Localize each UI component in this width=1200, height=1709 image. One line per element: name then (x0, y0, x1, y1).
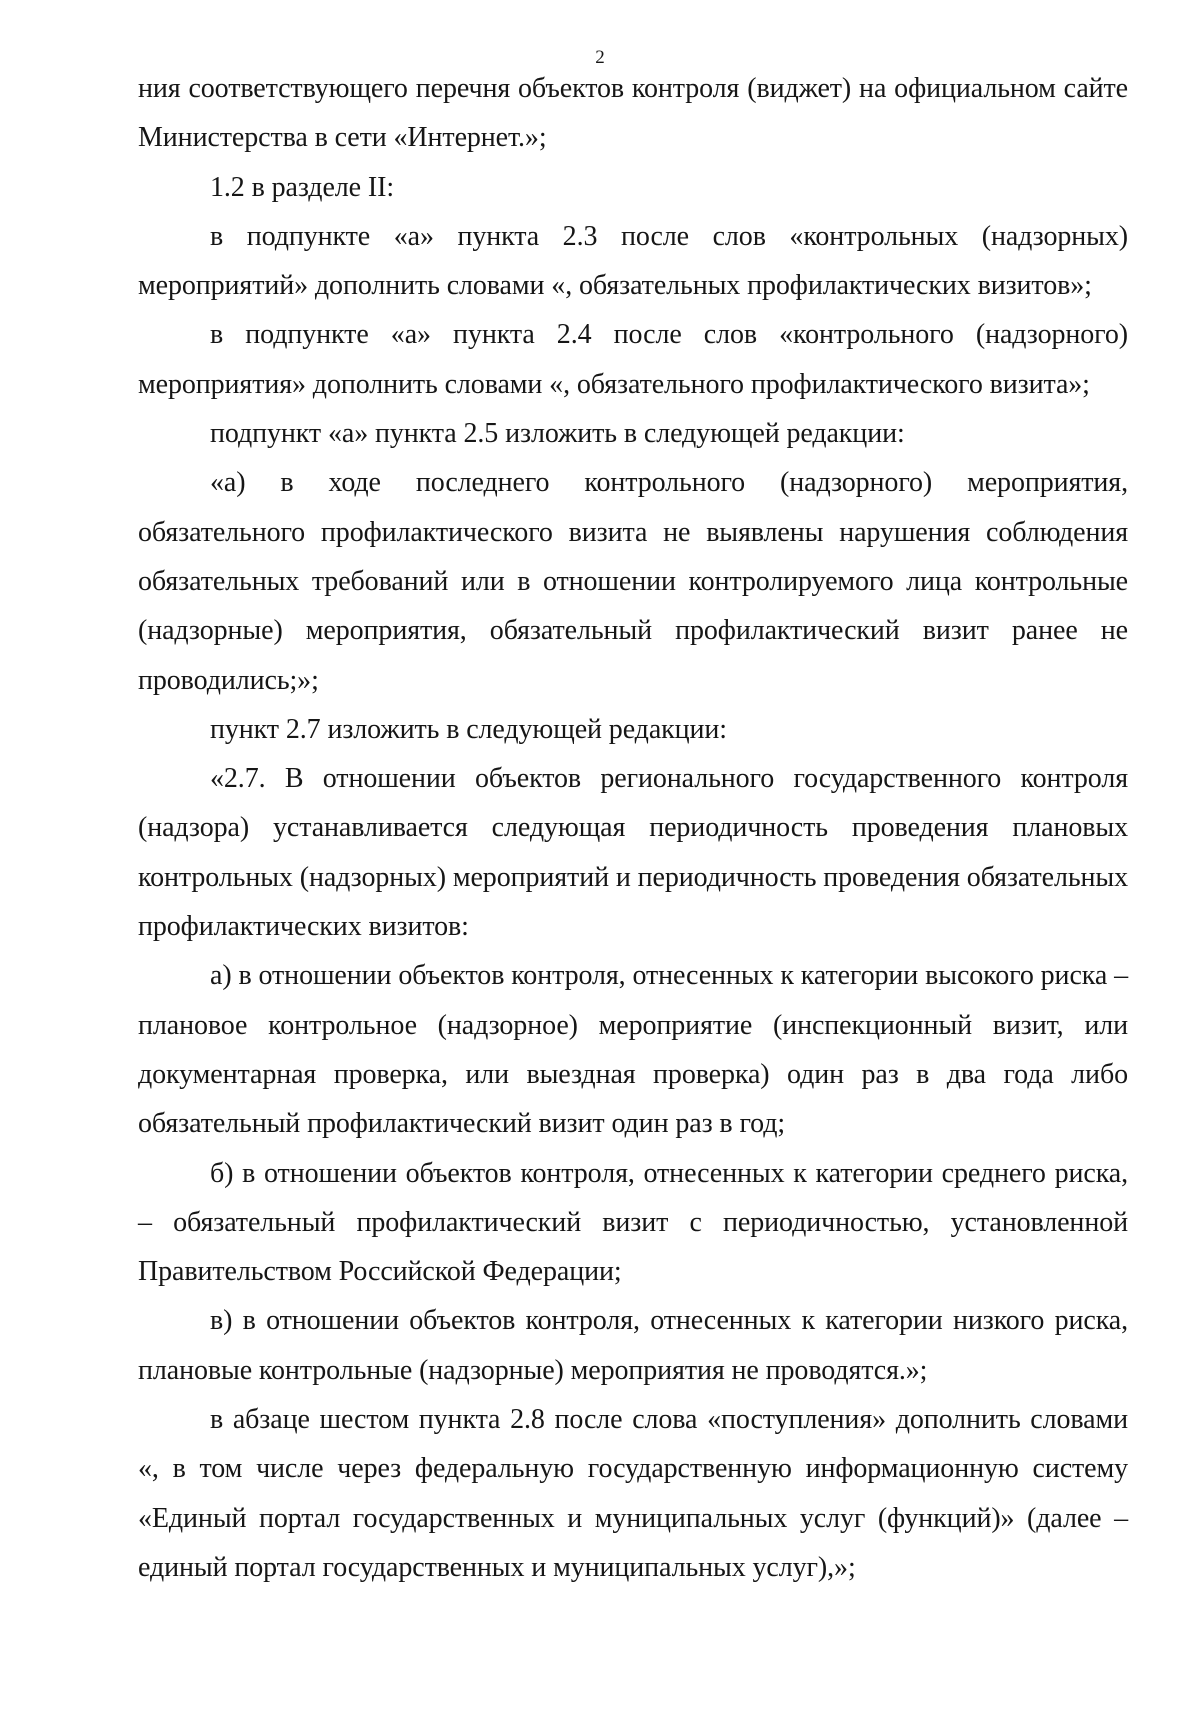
paragraph-continuation: ния соответствующего перечня объектов контроля (виджет) на официальном сайте Министерства в сети «Интернет.»; (138, 73, 1128, 154)
paragraph-section-heading: 1.2 в разделе II: (210, 171, 395, 203)
paragraph-amendment-2-8: в абзаце шестом пункта 2.8 после слова «поступления» дополнить словами «, в том числе через федеральную государственную информационную систему «Единый портал государственных и муниципальных услуг (функций)» (далее – единый портал государственных и муниципальных услуг),»; (138, 1404, 1128, 1583)
paragraph-amendment-2-4: в подпункте «а» пункта 2.4 после слов «контрольного (надзорного) мероприятия» дополнить словами «, обязательного профилактического визита»; (138, 319, 1128, 400)
page-number: 2 (595, 47, 605, 68)
document-body (138, 64, 1128, 1592)
paragraph-item-v: в) в отношении объектов контроля, отнесенных к категории низкого риска, плановые контрольные (надзорные) мероприятия не проводятся.»; (138, 1305, 1128, 1386)
paragraph-amendment-2-5-intro: подпункт «а» пункта 2.5 изложить в следующей редакции: (210, 418, 905, 450)
paragraph-amendment-2-7-text: «2.7. В отношении объектов регионального государственного контроля (надзора) устанавливается следующая периодичность проведения плановых контрольных (надзорных) мероприятий и периодичность проведения обязательных профилактических визитов: (138, 763, 1128, 943)
paragraph-item-b: б) в отношении объектов контроля, отнесенных к категории среднего риска, – обязательный профилактический визит с периодичностью, установленной Правительством Российской Федерации; (138, 1157, 1128, 1288)
paragraph-amendment-2-3: в подпункте «а» пункта 2.3 после слов «контрольных (надзорных) мероприятий» дополнить словами «, обязательных профилактических визитов»; (138, 220, 1128, 302)
paragraph-item-a: а) в отношении объектов контроля, отнесенных к категории высокого риска – плановое контрольное (надзорное) мероприятие (инспекционный визит, или документарная проверка, или выездная проверка) один раз в два года либо обязательный профилактический визит один раз в год; (138, 960, 1128, 1140)
paragraph-amendment-2-7-intro: пункт 2.7 изложить в следующей редакции: (210, 713, 727, 745)
paragraph-amendment-2-5-text: «а) в ходе последнего контрольного (надзорного) мероприятия, обязательного профилактического визита не выявлены нарушения соблюдения обязательных требований или в отношении контролируемого лица контрольные (надзорные) мероприятия, обязательный профилактический визит ранее не проводились;»; (138, 467, 1128, 696)
